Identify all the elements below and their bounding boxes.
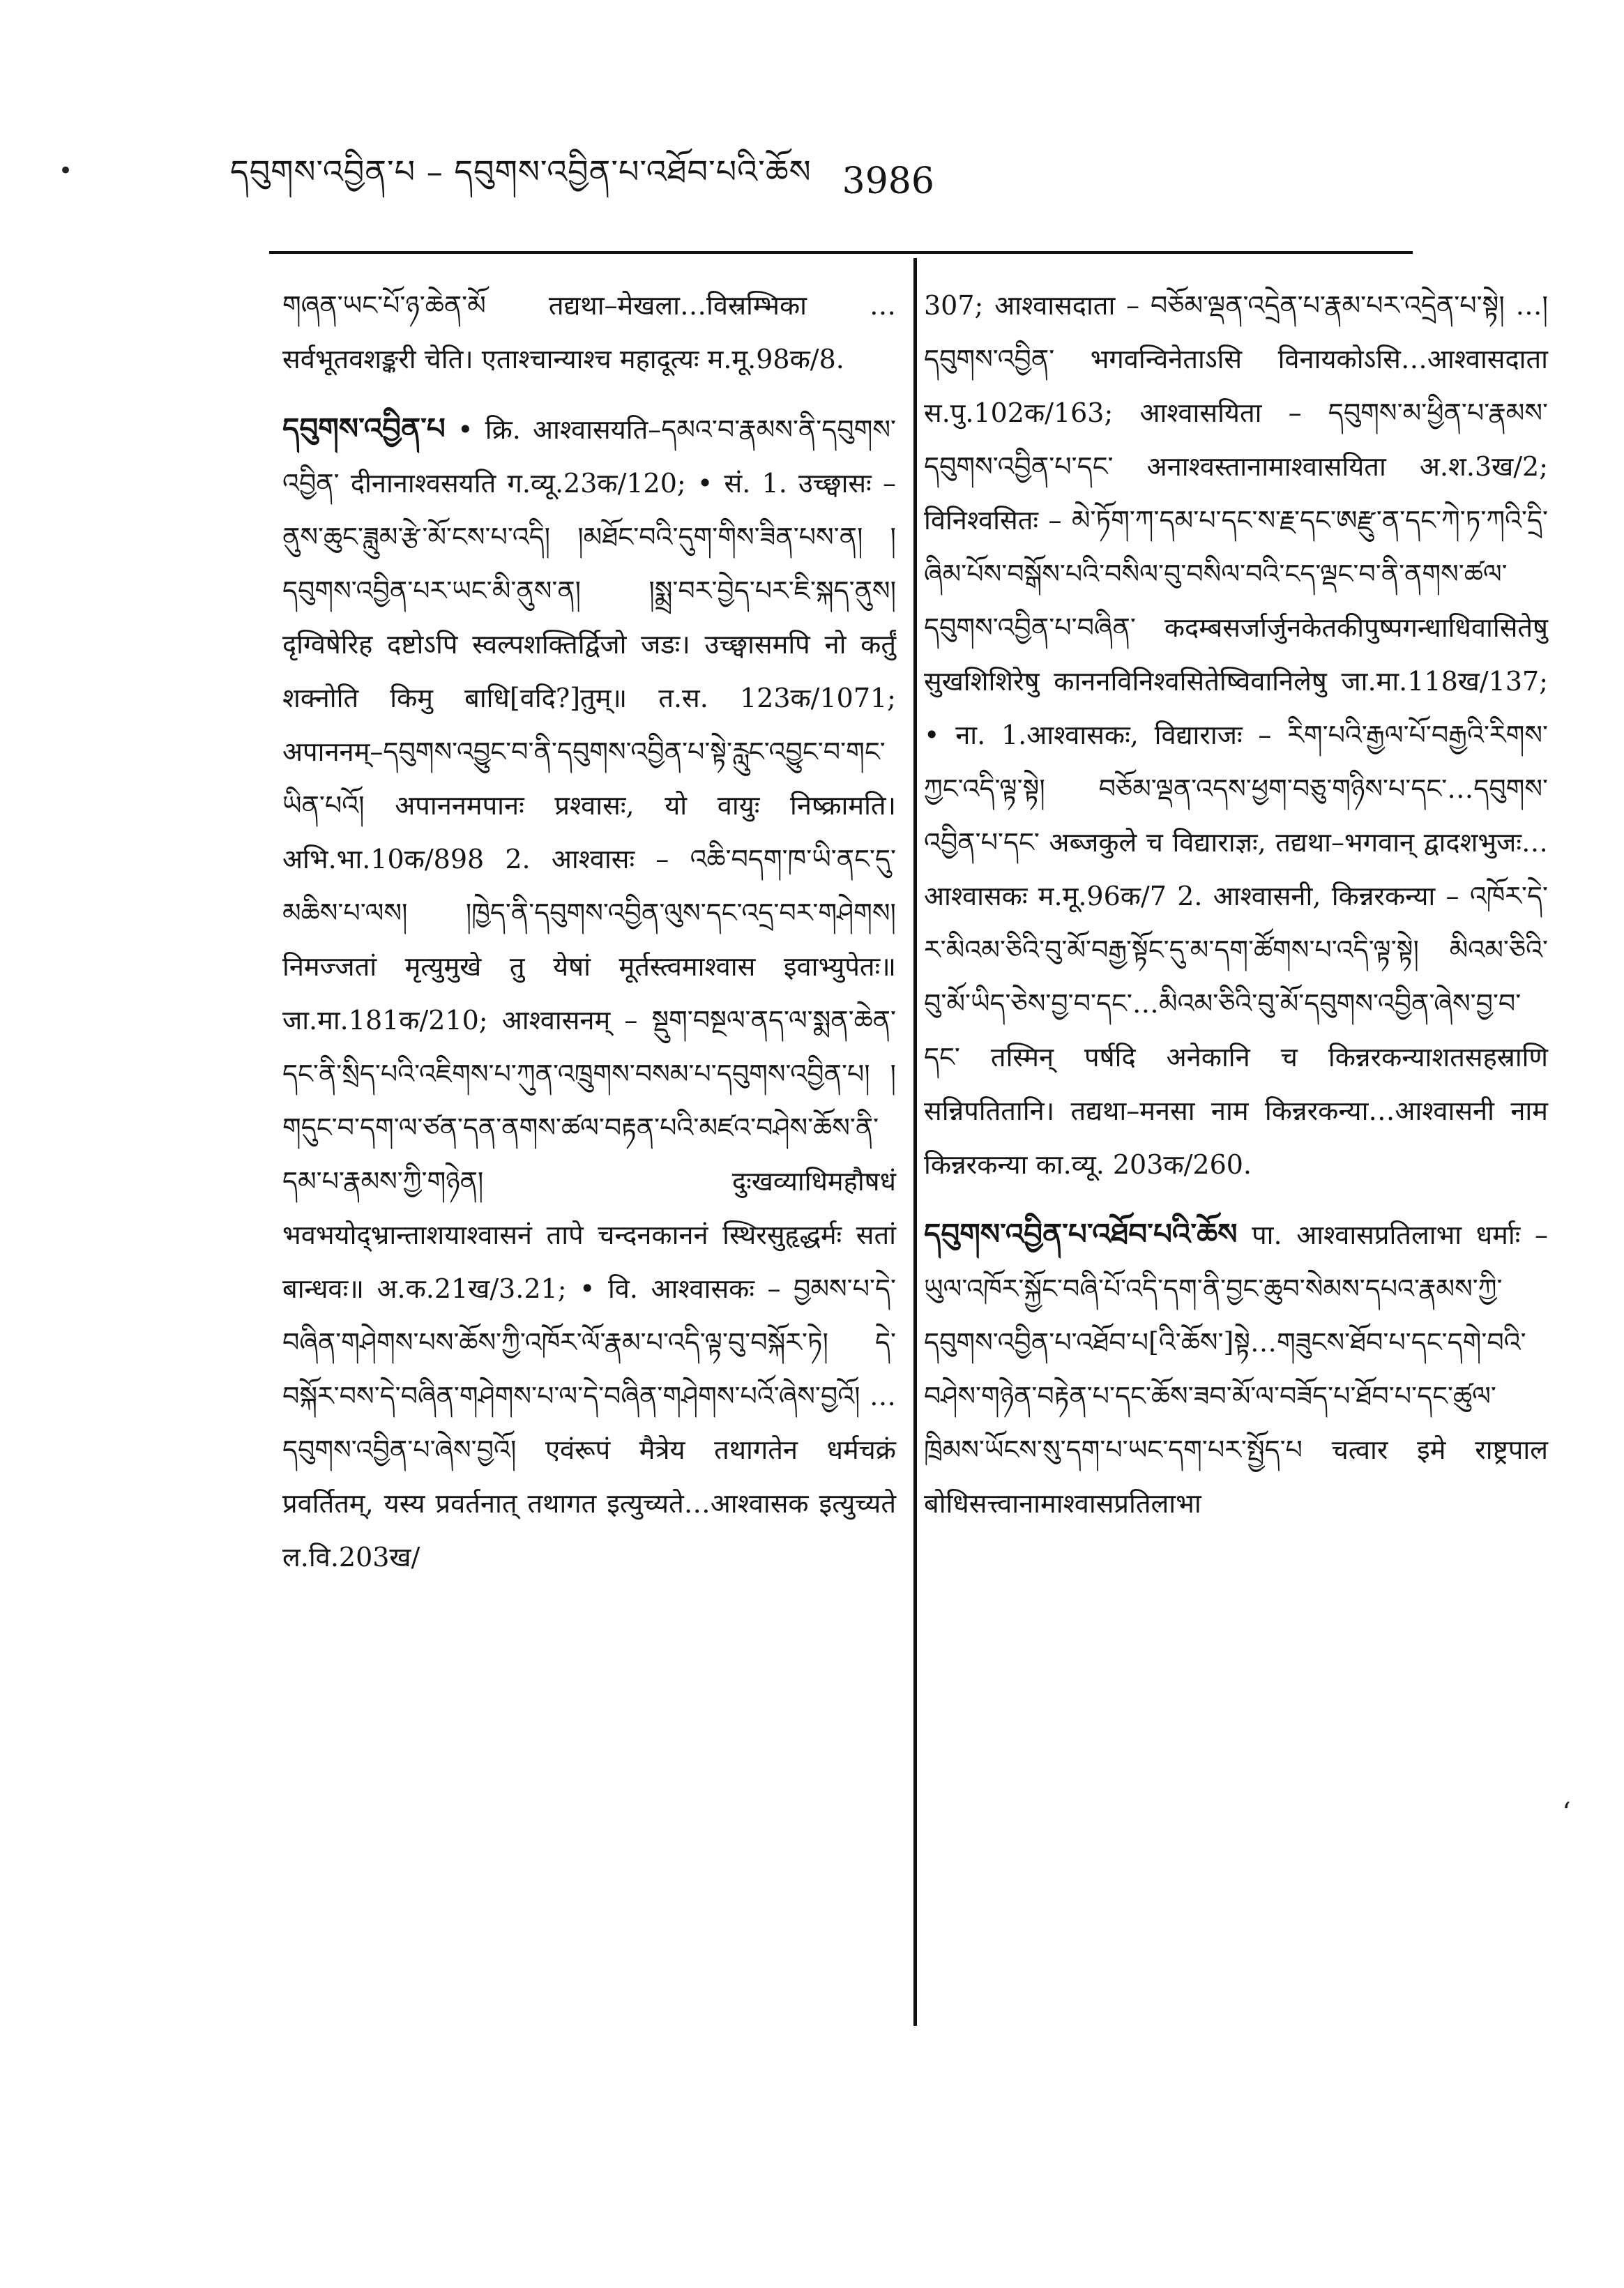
- entry-text: पा. आश्वासप्रतिलाभा धर्माः – ཡུལ་འཁོར་སྐྱོང་བཞི་པོ་འདི་དག་ནི་བྱང་ཆུབ་སེམས་དཔའ་རྣམས་ཀྱི་དབུགས་འབྱིན་པ་འཐོབ་པ[འི་ཆོས་]སྟེ…གཟུངས་ཐོབ་པ་དང་དགེ་བའི་བཤེས་གཉེན་བརྟེན་པ་དང་ཆོས་ཟབ་མོ་ལ་བཟོད་པ་ཐོབ་པ་དང་ཚུལ་ཁྲིམས་ཡོངས་སུ་དག་པ་ཡང་དག་པར་སྤྱོད་པ चत्वार इमे राष्ट्रपाल बोधिसत्त्वानामाश्वासप्रतिलाभा: [924, 1220, 1548, 1519]
- header-rule: [269, 251, 1413, 254]
- column-divider: [913, 258, 917, 2026]
- header-title: དབུགས་འབྱིན་པ – དབུགས་འབྱིན་པ་འཐོབ་པའི་ཆོས: [230, 152, 812, 190]
- page-number: 3986: [842, 160, 934, 202]
- left-column: [282, 279, 896, 1584]
- running-header: [230, 150, 1276, 213]
- entry-text: • क्रि. आश्वासयति–དམའ་བ་རྣམས་ནི་དབུགས་འབྱིན་ दीनानाश्वसयति ग.व्यू.23क/120; • सं. 1. उच्छ्वासः – ནུས་ཆུང་ཟླུམ་རྩེ་མོ་ངས་པ་འདི། །མཐོང་བའི་དུག་གིས་ཟིན་པས་ན། །དབུགས་འབྱིན་པར་ཡང་མི་ནུས་ན། །སྨྲ་བར་བྱེད་པར་ཇི་སྐད་ནུས། दृग्विषेरिह दष्टोऽपि स्वल्पशक्तिर्द्विजो जडः। उच्छ्वासमपि नो कर्तुं शक्नोति किमु बाधि[वदि?]तुम्॥ त.स. 123क/1071; अपाननम्–དབུགས་འབྱུང་བ་ནི་དབུགས་འབྱིན་པ་སྟེ་རླུང་འབྱུང་བ་གང་ཡིན་པའོ། अपाननमपानः प्रश्वासः, यो वायुः निष्क्रामति। अभि.भा.10क/898 2. आश्वासः – འཆི་བདག་ཁ་ཡི་ནང་དུ་མཆིས་པ་ལས། །ཁྱེད་ནི་དབུགས་འབྱིན་ལུས་དང་འདྲ་བར་གཤེགས། निमज्जतां मृत्युमुखे तु येषां मूर्तस्त्वमाश्वास इवाभ्युपेतः॥ जा.मा.181क/210; आश्वासनम् – སྡུག་བསྔལ་ནད་ལ་སྨན་ཆེན་དང་ནི་སྲིད་པའི་འཇིགས་པ་ཀུན་འཁྲུགས་བསམ་པ་དབུགས་འབྱིན་པ། །གདུང་བ་དག་ལ་ཙན་དན་ནགས་ཚལ་བརྟན་པའི་མཛའ་བཤེས་ཆོས་ནི་དམ་པ་རྣམས་ཀྱི་གཉེན། दुःखव्याधिमहौषधं भवभयोद्भ्रान्ताशयाश्वासनं तापे चन्दनकाननं स्थिरसुहृद्धर्मः सतां बान्धवः॥ अ.क.21ख/3.21; • वि. आश्वासकः – བྱམས་པ་དེ་བཞིན་གཤེགས་པས་ཆོས་ཀྱི་འཁོར་ལོ་རྣམ་པ་འདི་ལྟ་བུ་བསྐོར་ཏེ། དེ་བསྐོར་བས་དེ་བཞིན་གཤེགས་པ་ལ་དེ་བཞིན་གཤེགས་པའོ་ཞེས་བྱའོ། …དབུགས་འབྱིན་པ་ཞེས་བྱའོ། एवंरूपं मैत्रेय तथागतेन धर्मचक्रं प्रवर्तितम्, यस्य प्रवर्तनात् तथागत इत्युच्यते…आश्वासक इत्युच्यते ल.वि.203ख/: [282, 414, 896, 1573]
- entry-text: 307; आश्वासदाता – བཅོམ་ལྡན་འདྲེན་པ་རྣམ་པར་འདྲེན་པ་སྟེ། …།དབུགས་འབྱིན་ भगवन्विनेताऽसि विनायकोऽसि…आश्वासदाता स.पु.102क/163; आश्वासयिता – དབུགས་མ་ཕྱིན་པ་རྣམས་དབུགས་འབྱིན་པ་དང་ अनाश्वस्तानामाश्वासयिता अ.श.3ख/2; विनिश्वसितः – མེ་ཏོག་ཀ་དམ་པ་དང་ས་རྗ་དང་ཨརྫུ་ན་དང་ཀེ་ཏ་ཀའི་དྲི་ཞིམ་པོས་བསྒོས་པའི་བསིལ་བུ་བསིལ་བའི་ངད་ལྡང་བ་ནི་ནགས་ཚལ་དབུགས་འབྱིན་པ་བཞིན་ कदम्बसर्जार्जुनकेतकीपुष्पगन्धाधिवासितेषु सुखशिशिरेषु काननविनिश्वसितेष्विवानिलेषु जा.मा.118ख/137; • ना. 1.आश्वासकः, विद्याराजः – རིག་པའི་རྒྱལ་པོ་བརྒྱའི་རིགས་ཀྱང་འདི་ལྟ་སྟེ། བཅོམ་ལྡན་འདས་ཕྱག་བཅུ་གཉིས་པ་དང་…དབུགས་འབྱིན་པ་དང་ अब्जकुले च विद्याराज्ञः, तद्यथा–भगवान् द्वादशभुजः…आश्वासकः म.मू.96क/7 2. आश्वासनी, किन्नरकन्या – འཁོར་དེ་ར་མིའམ་ཅིའི་བུ་མོ་བརྒྱ་སྟོང་དུ་མ་དག་ཚོགས་པ་འདི་ལྟ་སྟེ། མིའམ་ཅིའི་བུ་མོ་ཡིད་ཅེས་བྱ་བ་དང་…མིའམ་ཅིའི་བུ་མོ་དབུགས་འབྱིན་ཞེས་བྱ་བ་དང་ तस्मिन् पर्षदि अनेकानि च किन्नरकन्याशतसहस्राणि सन्निपतितानि। तद्यथा–मनसा नाम किन्नरकन्या…आश्वासनी नाम किन्नरकन्या का.व्यू. 203क/260.: [924, 290, 1548, 1180]
- entry-headword: དབུགས་འབྱིན་པ་འཐོབ་པའི་ཆོས: [924, 1217, 1238, 1251]
- dictionary-entry-continuation: [282, 279, 896, 386]
- right-column: [924, 279, 1548, 1531]
- dictionary-entry: [924, 1207, 1548, 1531]
- entry-text: གཞན་ཡང་པོ་ཉ་ཆེན་མོ तद्यथा–मेखला…विस्रम्भिका …सर्वभूतवशङ्करी चेति। एताश्चान्याश्च महादूत्यः म.मू.98क/8.: [282, 290, 896, 374]
- dictionary-entry-continuation: [924, 279, 1548, 1192]
- scan-dot-left: •: [59, 157, 73, 185]
- scan-mark-right: ʻ: [1562, 1797, 1571, 1829]
- dictionary-entry: [282, 402, 896, 1584]
- entry-headword: དབུགས་འབྱིན་པ: [282, 411, 446, 446]
